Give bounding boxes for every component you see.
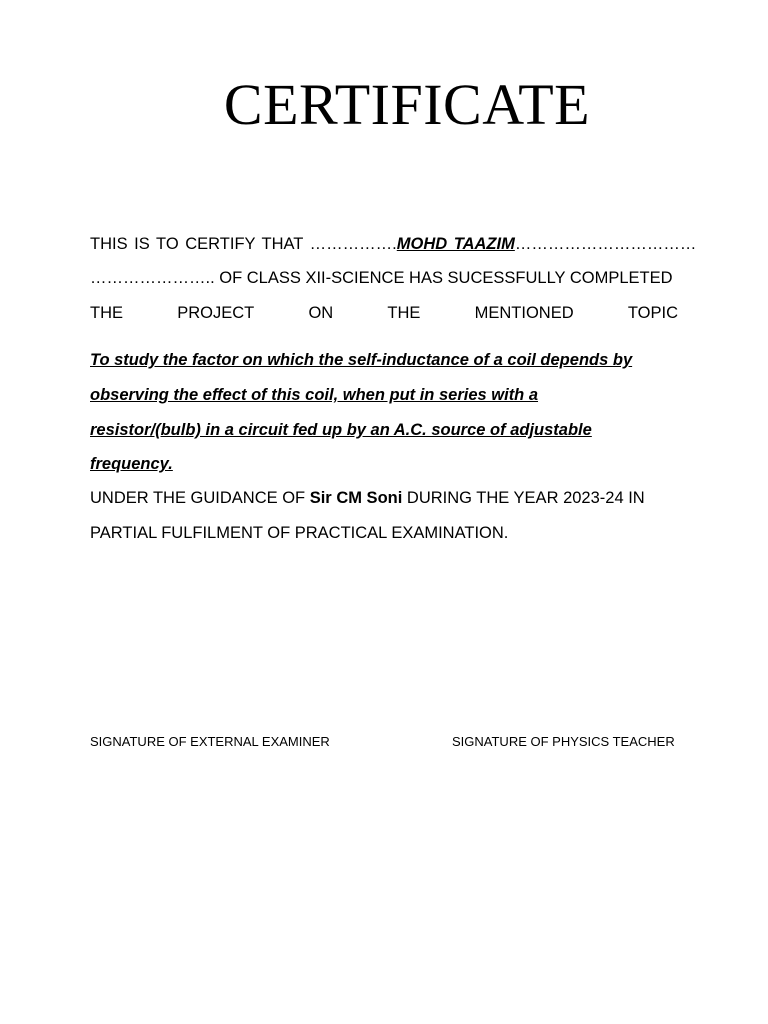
guidance-suffix: DURING THE YEAR 2023-24 IN bbox=[402, 489, 645, 507]
topic-line: resistor/(bulb) in a circuit fed up by an A.C. source of adjustable bbox=[90, 421, 592, 439]
certify-suffix: …………………………… bbox=[514, 235, 697, 253]
project-word: THE bbox=[387, 304, 421, 322]
certificate-title: CERTIFICATE bbox=[223, 72, 591, 137]
certify-line bbox=[90, 233, 697, 255]
topic-line: frequency. bbox=[90, 455, 173, 473]
project-line bbox=[90, 302, 678, 324]
project-word: TOPIC bbox=[627, 304, 678, 322]
teacher-name: Sir CM Soni bbox=[309, 489, 403, 507]
class-line: ………………….. OF CLASS XII-SCIENCE HAS SUCESSFULLY COMPLETED bbox=[90, 269, 673, 287]
project-word: PROJECT bbox=[177, 304, 255, 322]
examination-line: PARTIAL FULFILMENT OF PRACTICAL EXAMINATION. bbox=[90, 524, 509, 542]
guidance-line bbox=[90, 487, 678, 509]
topic-line: To study the factor on which the self-inductance of a coil depends by bbox=[90, 351, 633, 369]
physics-teacher-signature-label: SIGNATURE OF PHYSICS TEACHER bbox=[452, 734, 675, 749]
topic-line: observing the effect of this coil, when put in series with a bbox=[90, 386, 539, 404]
project-word: MENTIONED bbox=[474, 304, 574, 322]
guidance-prefix: UNDER THE GUIDANCE OF bbox=[90, 489, 310, 507]
project-word: THE bbox=[90, 304, 123, 322]
student-name: MOHD TAAZIM bbox=[396, 235, 515, 253]
project-word: ON bbox=[308, 304, 334, 322]
certify-prefix: THIS IS TO CERTIFY THAT ……………. bbox=[90, 235, 397, 253]
external-examiner-signature-label: SIGNATURE OF EXTERNAL EXAMINER bbox=[90, 734, 330, 749]
